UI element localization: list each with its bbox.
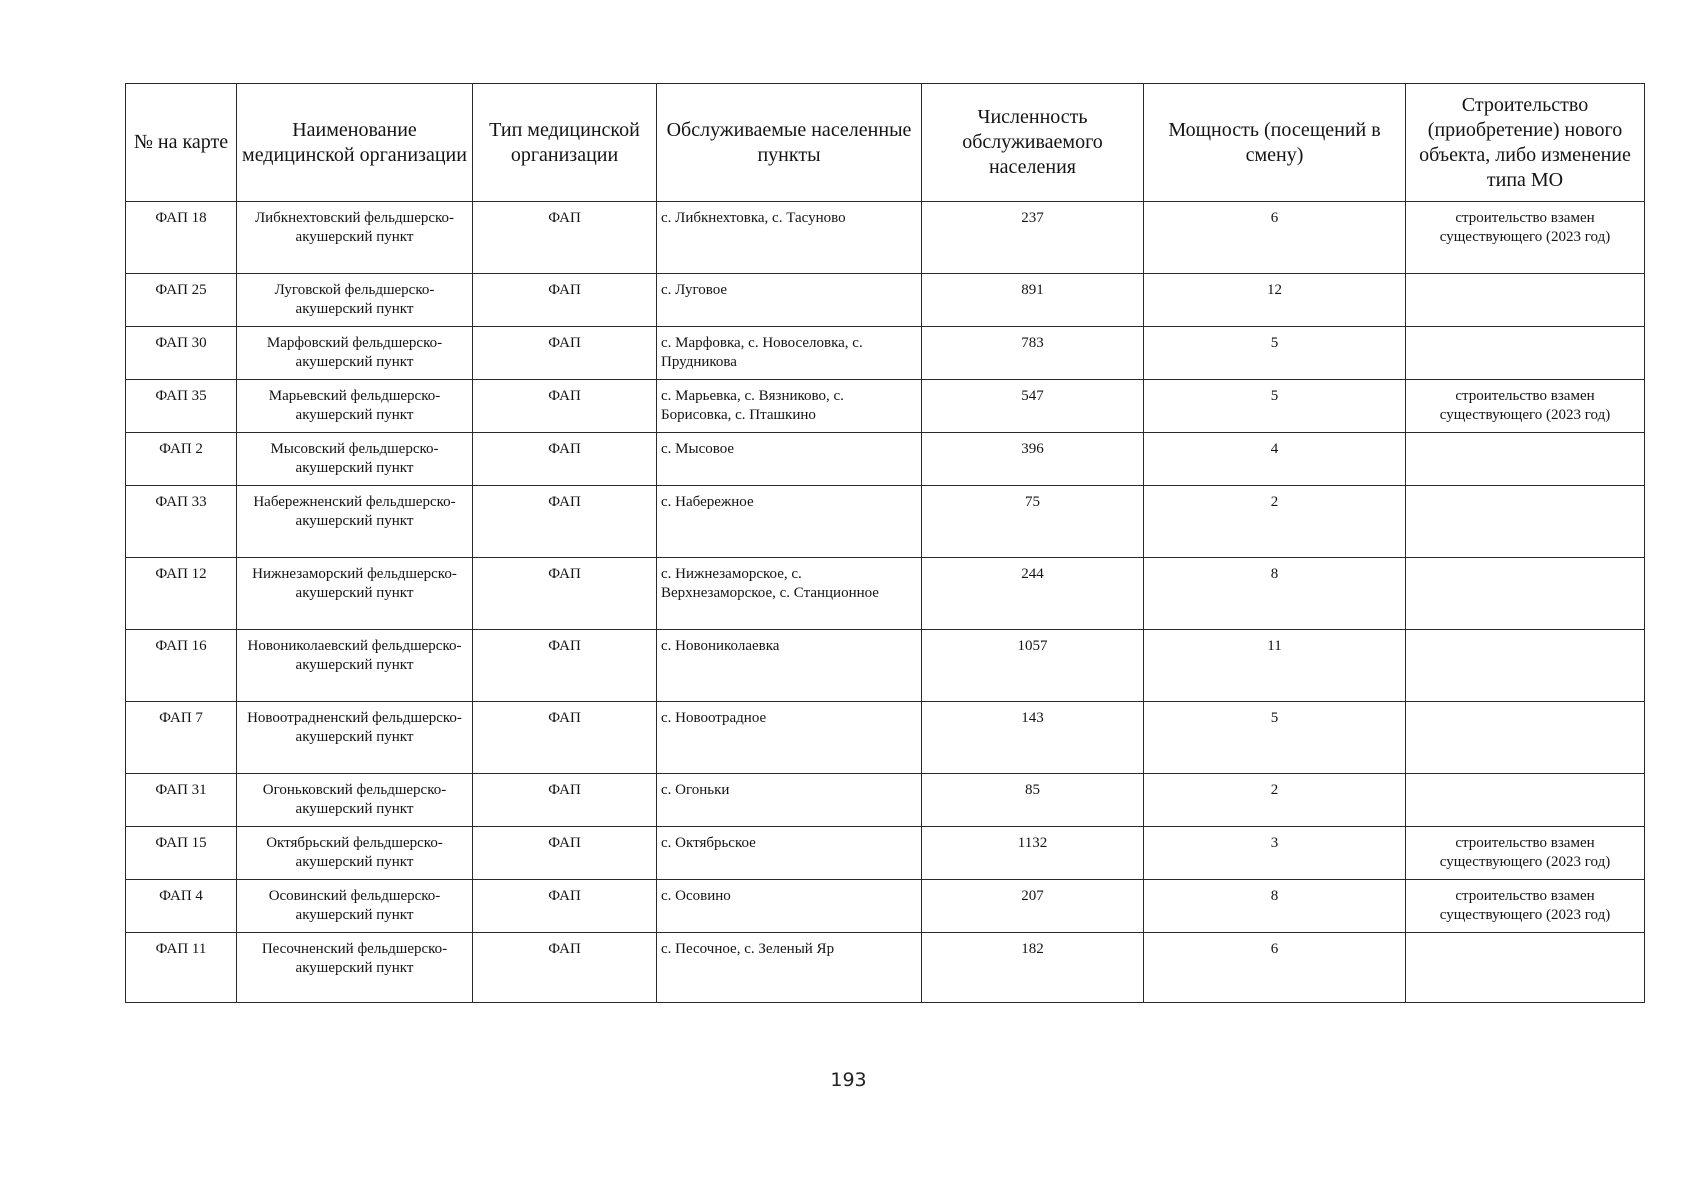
organization-name-cell: Октябрьский фельдшерско- акушерский пункт bbox=[237, 827, 473, 880]
organization-name-cell: Огоньковский фельдшерско- акушерский пункт bbox=[237, 774, 473, 827]
map-number-cell: ФАП 18 bbox=[126, 202, 237, 274]
table-row bbox=[126, 486, 1645, 558]
population-cell: 783 bbox=[922, 327, 1144, 380]
organization-type-cell: ФАП bbox=[473, 630, 657, 702]
organization-name-cell: Марьевский фельдшерско- акушерский пункт bbox=[237, 380, 473, 433]
organization-type-cell: ФАП bbox=[473, 202, 657, 274]
capacity-cell: 11 bbox=[1144, 630, 1406, 702]
served-settlements-cell: с. Либкнехтовка, с. Тасуново bbox=[657, 202, 922, 274]
map-number-cell: ФАП 30 bbox=[126, 327, 237, 380]
organization-type-cell: ФАП bbox=[473, 558, 657, 630]
header-row bbox=[126, 84, 1645, 202]
header-map-number: № на карте bbox=[126, 84, 237, 202]
organization-type-cell: ФАП bbox=[473, 827, 657, 880]
construction-cell bbox=[1406, 702, 1645, 774]
organization-name-cell: Нижнезаморский фельдшерско- акушерский пункт bbox=[237, 558, 473, 630]
capacity-cell: 6 bbox=[1144, 933, 1406, 1003]
construction-cell bbox=[1406, 327, 1645, 380]
capacity-cell: 2 bbox=[1144, 774, 1406, 827]
population-cell: 1057 bbox=[922, 630, 1144, 702]
construction-cell: строительство взамен существующего (2023 год) bbox=[1406, 880, 1645, 933]
population-cell: 207 bbox=[922, 880, 1144, 933]
capacity-cell: 3 bbox=[1144, 827, 1406, 880]
population-cell: 182 bbox=[922, 933, 1144, 1003]
served-settlements-cell: с. Осовино bbox=[657, 880, 922, 933]
map-number-cell: ФАП 7 bbox=[126, 702, 237, 774]
header-capacity: Мощность (посещений в смену) bbox=[1144, 84, 1406, 202]
table-row bbox=[126, 558, 1645, 630]
medical-facilities-table bbox=[125, 83, 1645, 1003]
organization-type-cell: ФАП bbox=[473, 774, 657, 827]
construction-cell bbox=[1406, 774, 1645, 827]
population-cell: 244 bbox=[922, 558, 1144, 630]
header-served-settlements: Обслуживаемые населенные пункты bbox=[657, 84, 922, 202]
capacity-cell: 5 bbox=[1144, 327, 1406, 380]
page-number: 193 bbox=[830, 1069, 867, 1091]
served-settlements-cell: с. Новониколаевка bbox=[657, 630, 922, 702]
served-settlements-cell: с. Марфовка, с. Новоселовка, с. Прудникова bbox=[657, 327, 922, 380]
capacity-cell: 12 bbox=[1144, 274, 1406, 327]
construction-cell bbox=[1406, 433, 1645, 486]
header-organization-type: Тип медицинской организации bbox=[473, 84, 657, 202]
population-cell: 547 bbox=[922, 380, 1144, 433]
organization-type-cell: ФАП bbox=[473, 433, 657, 486]
table-row bbox=[126, 880, 1645, 933]
population-cell: 1132 bbox=[922, 827, 1144, 880]
organization-name-cell: Новониколаевский фельдшерско- акушерский пункт bbox=[237, 630, 473, 702]
table-row bbox=[126, 433, 1645, 486]
capacity-cell: 8 bbox=[1144, 558, 1406, 630]
organization-name-cell: Осовинский фельдшерско- акушерский пункт bbox=[237, 880, 473, 933]
organization-name-cell: Луговской фельдшерско- акушерский пункт bbox=[237, 274, 473, 327]
capacity-cell: 2 bbox=[1144, 486, 1406, 558]
served-settlements-cell: с. Песочное, с. Зеленый Яр bbox=[657, 933, 922, 1003]
table-header bbox=[126, 84, 1645, 202]
construction-cell: строительство взамен существующего (2023 год) bbox=[1406, 380, 1645, 433]
organization-name-cell: Новоотрадненский фельдшерско- акушерский пункт bbox=[237, 702, 473, 774]
capacity-cell: 8 bbox=[1144, 880, 1406, 933]
population-cell: 85 bbox=[922, 774, 1144, 827]
population-cell: 143 bbox=[922, 702, 1144, 774]
served-settlements-cell: с. Мысовое bbox=[657, 433, 922, 486]
population-cell: 237 bbox=[922, 202, 1144, 274]
organization-type-cell: ФАП bbox=[473, 274, 657, 327]
population-cell: 75 bbox=[922, 486, 1144, 558]
table-row bbox=[126, 380, 1645, 433]
table-row bbox=[126, 827, 1645, 880]
construction-cell bbox=[1406, 486, 1645, 558]
map-number-cell: ФАП 4 bbox=[126, 880, 237, 933]
organization-name-cell: Мысовский фельдшерско- акушерский пункт bbox=[237, 433, 473, 486]
capacity-cell: 5 bbox=[1144, 380, 1406, 433]
organization-type-cell: ФАП bbox=[473, 327, 657, 380]
map-number-cell: ФАП 12 bbox=[126, 558, 237, 630]
served-settlements-cell: с. Набережное bbox=[657, 486, 922, 558]
served-settlements-cell: с. Нижнезаморское, с. Верхнезаморское, с. Станционное bbox=[657, 558, 922, 630]
organization-type-cell: ФАП bbox=[473, 880, 657, 933]
population-cell: 891 bbox=[922, 274, 1144, 327]
header-population: Численность обслуживаемого населения bbox=[922, 84, 1144, 202]
table-row bbox=[126, 327, 1645, 380]
map-number-cell: ФАП 25 bbox=[126, 274, 237, 327]
served-settlements-cell: с. Марьевка, с. Вязниково, с. Борисовка, с. Пташкино bbox=[657, 380, 922, 433]
table-row bbox=[126, 202, 1645, 274]
table-body bbox=[126, 202, 1645, 1003]
organization-name-cell: Песочненский фельдшерско- акушерский пункт bbox=[237, 933, 473, 1003]
header-organization-name: Наименование медицинской организации bbox=[237, 84, 473, 202]
capacity-cell: 5 bbox=[1144, 702, 1406, 774]
capacity-cell: 6 bbox=[1144, 202, 1406, 274]
header-construction: Строительство (приобретение) нового объекта, либо изменение типа МО bbox=[1406, 84, 1645, 202]
capacity-cell: 4 bbox=[1144, 433, 1406, 486]
map-number-cell: ФАП 15 bbox=[126, 827, 237, 880]
map-number-cell: ФАП 31 bbox=[126, 774, 237, 827]
map-number-cell: ФАП 35 bbox=[126, 380, 237, 433]
table-row bbox=[126, 702, 1645, 774]
population-cell: 396 bbox=[922, 433, 1144, 486]
table-row bbox=[126, 630, 1645, 702]
served-settlements-cell: с. Октябрьское bbox=[657, 827, 922, 880]
served-settlements-cell: с. Новоотрадное bbox=[657, 702, 922, 774]
map-number-cell: ФАП 11 bbox=[126, 933, 237, 1003]
construction-cell bbox=[1406, 558, 1645, 630]
map-number-cell: ФАП 16 bbox=[126, 630, 237, 702]
construction-cell: строительство взамен существующего (2023 год) bbox=[1406, 827, 1645, 880]
table-row bbox=[126, 933, 1645, 1003]
construction-cell bbox=[1406, 933, 1645, 1003]
organization-type-cell: ФАП bbox=[473, 380, 657, 433]
organization-type-cell: ФАП bbox=[473, 933, 657, 1003]
organization-type-cell: ФАП bbox=[473, 702, 657, 774]
construction-cell bbox=[1406, 274, 1645, 327]
organization-type-cell: ФАП bbox=[473, 486, 657, 558]
served-settlements-cell: с. Луговое bbox=[657, 274, 922, 327]
table-row bbox=[126, 774, 1645, 827]
organization-name-cell: Набережненский фельдшерско- акушерский пункт bbox=[237, 486, 473, 558]
served-settlements-cell: с. Огоньки bbox=[657, 774, 922, 827]
map-number-cell: ФАП 33 bbox=[126, 486, 237, 558]
construction-cell: строительство взамен существующего (2023 год) bbox=[1406, 202, 1645, 274]
construction-cell bbox=[1406, 630, 1645, 702]
map-number-cell: ФАП 2 bbox=[126, 433, 237, 486]
organization-name-cell: Либкнехтовский фельдшерско- акушерский пункт bbox=[237, 202, 473, 274]
table-row bbox=[126, 274, 1645, 327]
organization-name-cell: Марфовский фельдшерско- акушерский пункт bbox=[237, 327, 473, 380]
